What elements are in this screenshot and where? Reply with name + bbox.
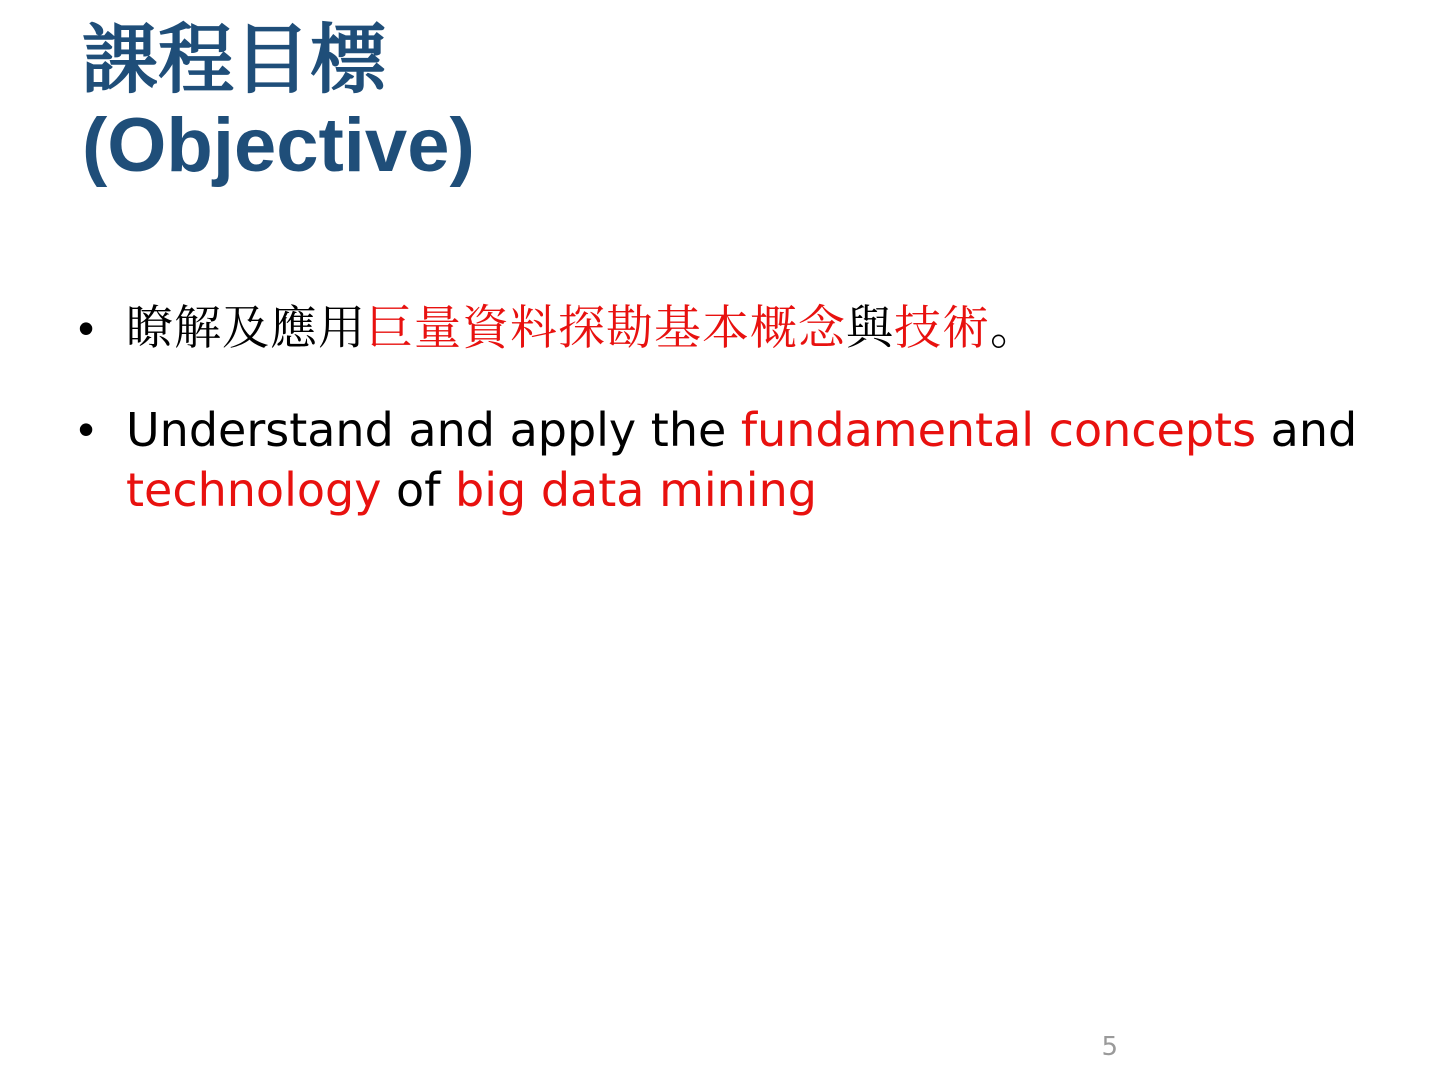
- text-run-highlight: big data mining: [455, 463, 817, 518]
- text-run-highlight: fundamental concepts: [740, 403, 1257, 458]
- page-title: [82, 18, 1362, 188]
- page-title-line-1: 課程目標: [82, 18, 386, 103]
- text-run-highlight: 巨量資料探勘基本概念: [366, 301, 846, 356]
- list-item: [78, 300, 1368, 357]
- text-run: of: [381, 463, 456, 518]
- page-number: 5: [1101, 1032, 1118, 1062]
- list-item: [78, 401, 1368, 521]
- text-run: 。: [990, 301, 1038, 356]
- text-run: Understand and apply the: [126, 403, 741, 458]
- page-title-line-2: (Objective): [82, 103, 475, 189]
- text-run: 與: [846, 301, 894, 356]
- bullet-list: [78, 300, 1368, 565]
- list-item-text: [126, 300, 1368, 357]
- text-run: and: [1256, 403, 1358, 458]
- bullet-marker-icon: •: [78, 403, 95, 456]
- text-run-highlight: 技術: [894, 301, 990, 356]
- text-run-highlight: technology: [126, 463, 382, 518]
- list-item-text: [126, 401, 1368, 521]
- bullet-marker-icon: •: [78, 302, 95, 354]
- text-run: 瞭解及應用: [126, 301, 366, 356]
